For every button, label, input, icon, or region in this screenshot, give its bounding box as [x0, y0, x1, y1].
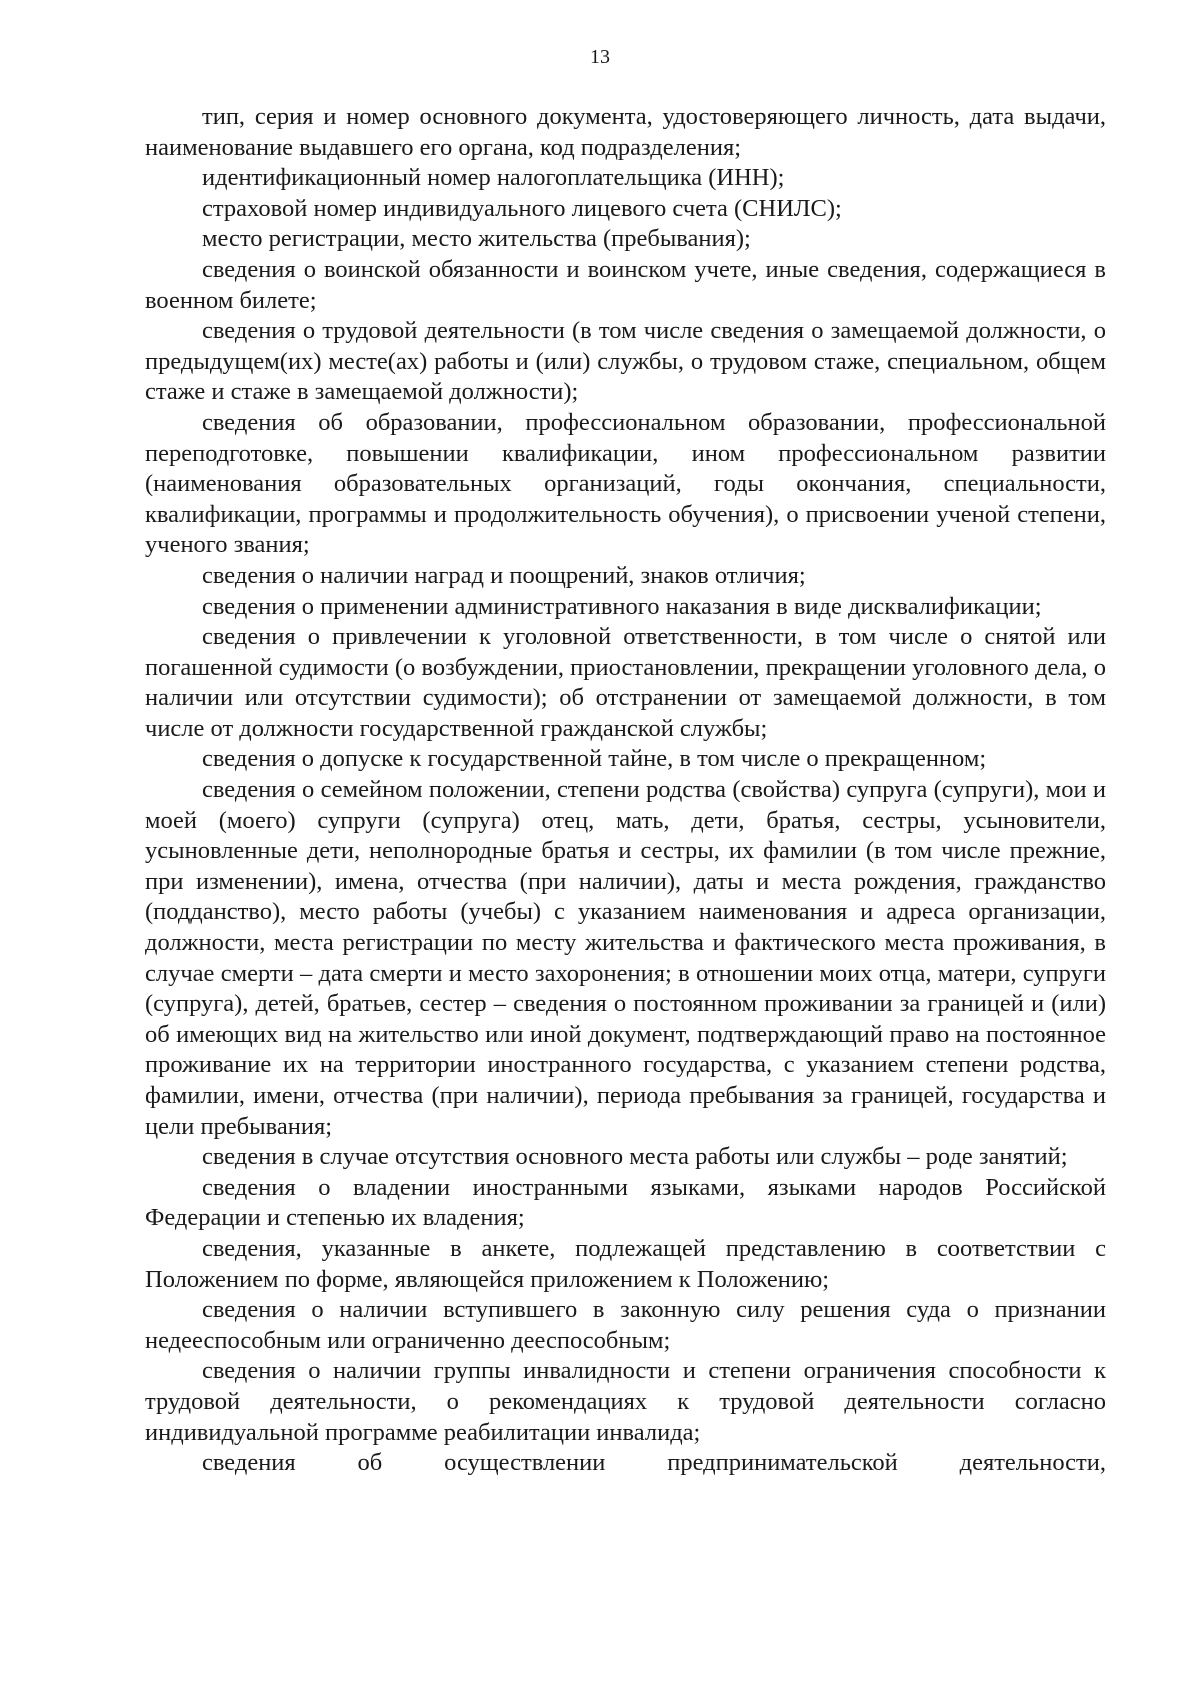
paragraph: сведения о трудовой деятельности (в том числе сведения о замещаемой должности, о предыдущем(их) месте(ах) работы и (или) службы, о трудовом стаже, специальном, общем стаже и стаже в замещаемой должности);	[145, 317, 1106, 406]
paragraph: сведения об осуществлении предпринимательской деятельности,	[202, 1449, 1106, 1477]
paragraph: место регистрации, место жительства (пребывания);	[202, 225, 751, 253]
paragraph: сведения об образовании, профессиональном образовании, профессиональной переподготовке, повышении квалификации, ином профессиональном развитии (наименования образовательных организаций, годы окончания, специальности, квалификации, программы и продолжительность обучения), о присвоении ученой степени, ученого звания;	[145, 408, 1106, 559]
paragraph: сведения о воинской обязанности и воинском учете, иные сведения, содержащиеся в военном билете;	[145, 255, 1106, 314]
paragraph: сведения о допуске к государственной тайне, в том числе о прекращенном;	[202, 745, 987, 773]
paragraph: сведения о применении административного наказания в виде дисквалификации;	[202, 592, 1042, 620]
paragraph: сведения о семейном положении, степени родства (свойства) супруга (супруги), мои и моей (моего) супруги (супруга) отец, мать, дети, братья, сестры, усыновители, усыновленные дети, неполнородные братья и сестры, их фамилии (в том числе прежние, при изменении), имена, отчества (при наличии), даты и места рождения, гражданство (подданство), место работы (учебы) с указанием наименования и адреса организации, должности, места регистрации по месту жительства и фактического места проживания, в случае смерти – дата смерти и место захоронения; в отношении моих отца, матери, супруги (супруга), детей, братьев, сестер – сведения о постоянном проживании за границей и (или) об имеющих вид на жительство или иной документ, подтверждающий право на постоянное проживание их на территории иностранного государства, с указанием степени родства, фамилии, имени, отчества (при наличии), периода пребывания за границей, государства и цели пребывания;	[145, 776, 1106, 1140]
paragraph: сведения о владении иностранными языками, языками народов Российской Федерации и степенью их владения;	[145, 1173, 1106, 1232]
paragraph: сведения, указанные в анкете, подлежащей представлению в соответствии с Положением по форме, являющейся приложением к Положению;	[145, 1234, 1106, 1293]
paragraph: идентификационный номер налогоплательщика (ИНН);	[202, 164, 785, 192]
document-body	[145, 102, 1106, 1479]
paragraph: тип, серия и номер основного документа, удостоверяющего личность, дата выдачи, наименование выдавшего его органа, код подразделения;	[145, 103, 1106, 161]
paragraph: сведения в случае отсутствия основного места работы или службы – роде занятий;	[202, 1143, 1068, 1171]
paragraph: сведения о наличии наград и поощрений, знаков отличия;	[202, 561, 806, 589]
paragraph: страховой номер индивидуального лицевого счета (СНИЛС);	[202, 194, 842, 222]
paragraph: сведения о привлечении к уголовной ответственности, в том числе о снятой или погашенной судимости (о возбуждении, приостановлении, прекращении уголовного дела, о наличии или отсутствии судимости); об отстранении от замещаемой должности, в том числе от должности государственной гражданской службы;	[145, 623, 1106, 742]
page-number: 13	[590, 46, 610, 68]
paragraph: сведения о наличии вступившего в законную силу решения суда о признании недееспособным или ограниченно дееспособным;	[145, 1296, 1106, 1354]
paragraph: сведения о наличии группы инвалидности и степени ограничения способности к трудовой деятельности, о рекомендациях к трудовой деятельности согласно индивидуальной программе реабилитации инвалида;	[145, 1357, 1106, 1446]
